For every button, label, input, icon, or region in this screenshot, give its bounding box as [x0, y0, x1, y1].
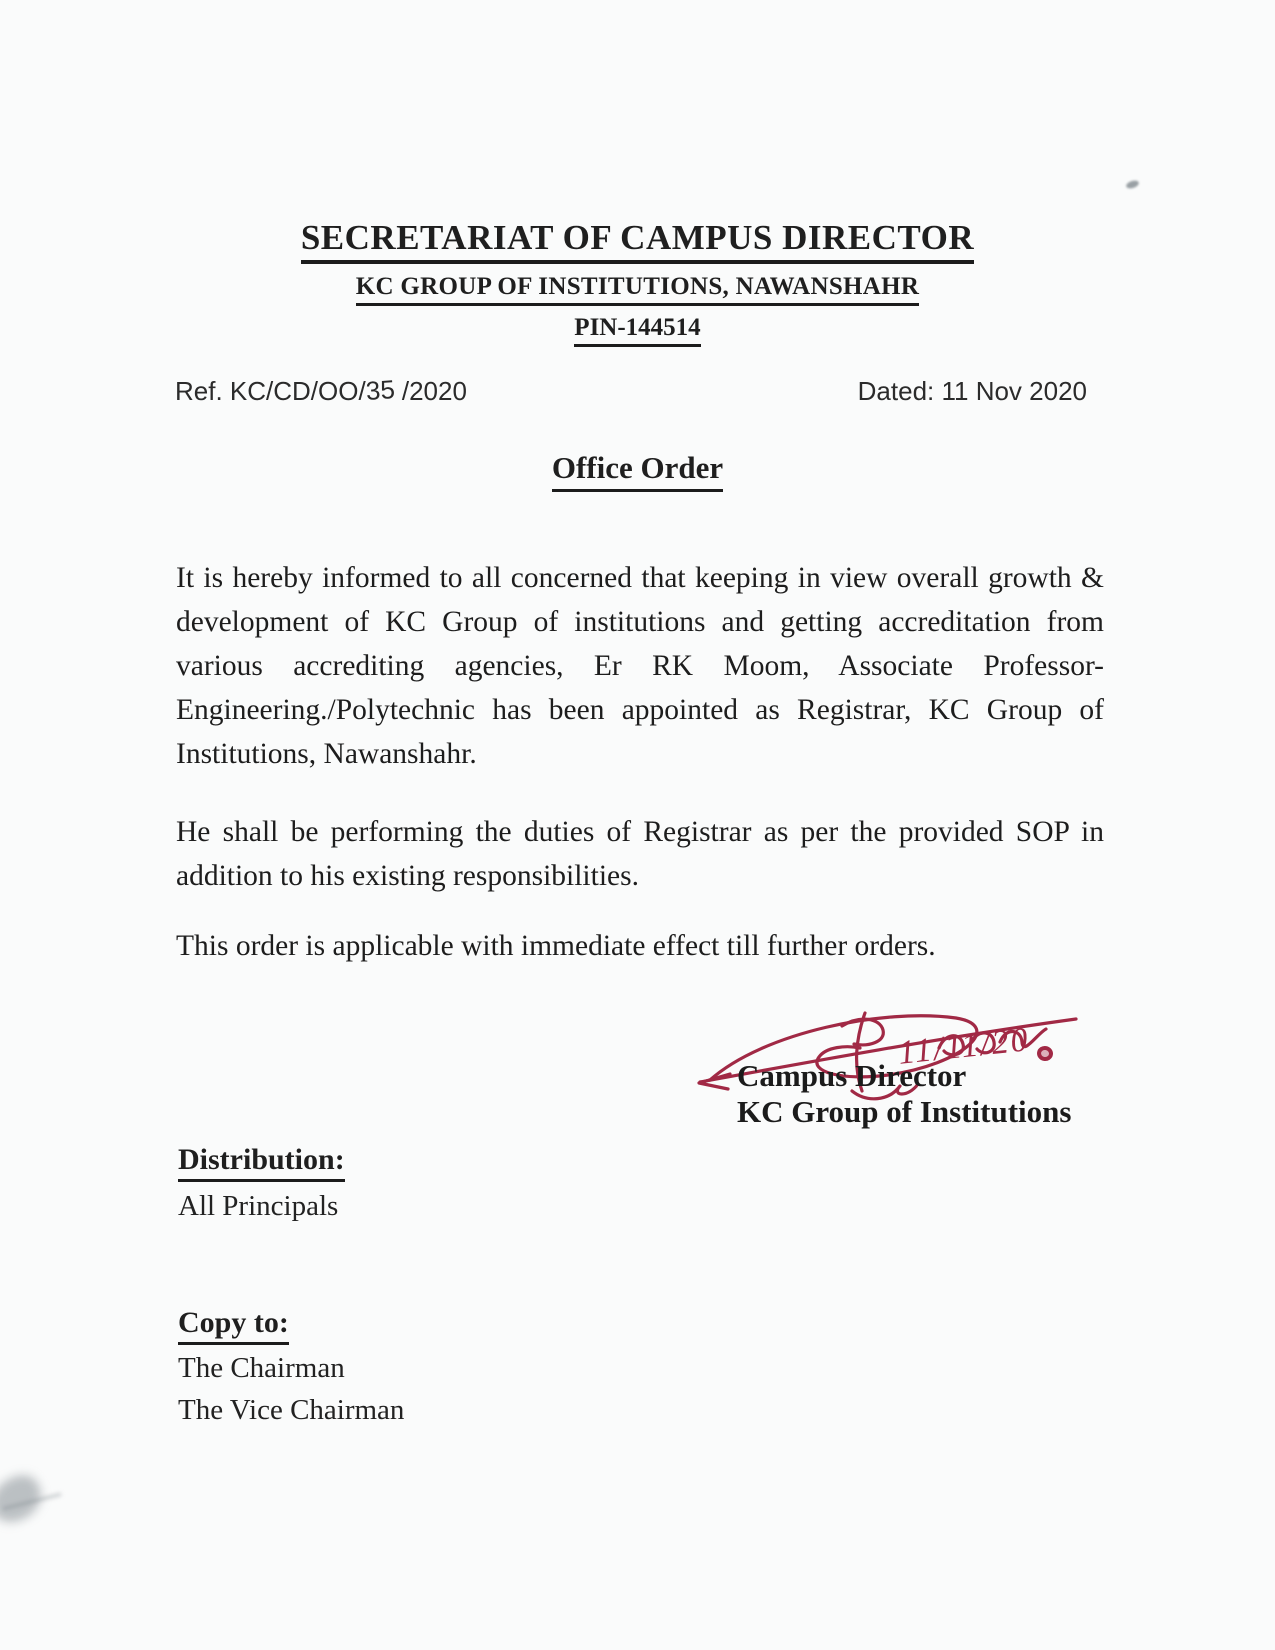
letterhead-line1: SECRETARIAT OF CAMPUS DIRECTOR: [301, 218, 974, 264]
distribution-item: All Principals: [178, 1190, 339, 1222]
dated-label: Dated: 11 Nov 2020: [857, 376, 1087, 406]
ref-suffix: /2020: [394, 376, 467, 406]
reference-line: [175, 376, 467, 407]
handwritten-signature-date: 11/11/20: [896, 1021, 1032, 1072]
signatory-organization: KC Group of Institutions: [737, 1094, 1072, 1129]
letterhead: [0, 218, 1275, 347]
letterhead-line2: KC GROUP OF INSTITUTIONS, NAWANSHAHR: [356, 273, 919, 306]
ref-prefix: Ref. KC/CD/OO/: [175, 376, 366, 406]
reference-date-row: [175, 376, 1087, 407]
scan-speck: [1125, 179, 1140, 190]
copy-to-item: The Chairman: [178, 1352, 345, 1384]
copy-to-item: The Vice Chairman: [178, 1394, 405, 1426]
signatory-title: Campus Director: [737, 1058, 967, 1093]
ref-number-handwritten: 35: [364, 374, 396, 406]
distribution-heading: Distribution:: [178, 1143, 345, 1182]
letterhead-line3: PIN-144514: [574, 314, 700, 347]
copy-to-heading: Copy to:: [178, 1306, 289, 1345]
document-title: Office Order: [552, 450, 723, 492]
body-paragraph-1: It is hereby informed to all concerned that keeping in view overall growth & development of KC Group of institutions and getting accreditation from various accrediting agencies, Er RK Moom, Associate Professor- Engineering./Polytechnic has been appointed as Registrar, KC Group of Institutions, Nawanshahr.: [176, 562, 1104, 770]
body-paragraph-2: He shall be performing the duties of Registrar as per the provided SOP in addition to his existing responsibilities.: [176, 816, 1104, 892]
body-paragraph-3: This order is applicable with immediate effect till further orders.: [176, 930, 936, 962]
